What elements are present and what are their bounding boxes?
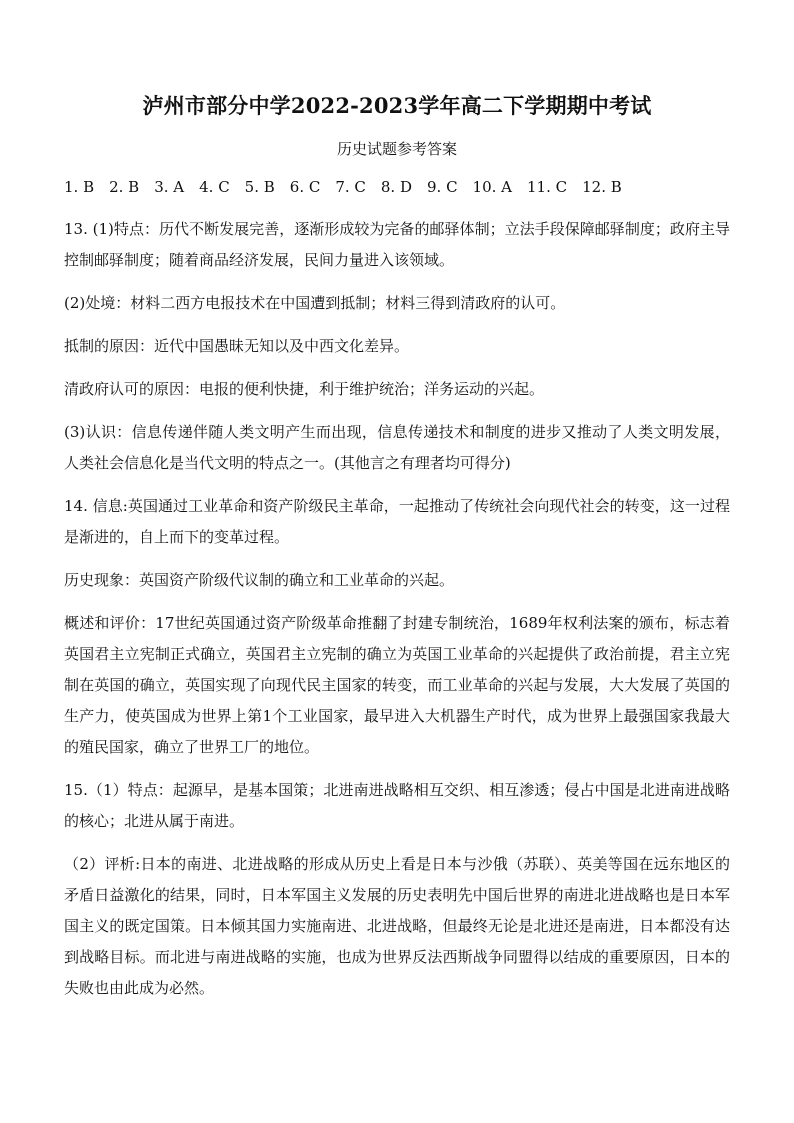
answer-13-resist-reason: 抵制的原因：近代中国愚昧无知以及中西文化差异。 bbox=[64, 337, 410, 355]
answer-14-overview-evaluation: 概述和评价：17世纪英国通过资产阶级革命推翻了封建专制统治，1689年权利法案的颁布，标志着英国君主立宪制正式确立，英国君主立宪制的确立为英国工业革命的兴起提供了政治前提，君主立宪制在英国的确立，英国实现了向现代民主国家的转变，而工业革命的兴起与发展，大大发展了英国的生产力，使英国成为世界上第1个工业国家，最早进入大机器生产时代，成为世界上最强国家我最大的殖民国家，确立了世界工厂的地位。 bbox=[64, 614, 730, 756]
answer-13-part2: (2)处境：材料二西方电报技术在中国遭到抵制；材料三得到清政府的认可。 bbox=[64, 294, 566, 312]
answer-14-historical-phenomenon: 历史现象：英国资产阶级代议制的确立和工业革命的兴起。 bbox=[64, 571, 455, 589]
answer-13-part1: 13. (1)特点：历代不断发展完善，逐渐形成较为完备的邮驿体制；立法手段保障邮驿制度；政府主导控制邮驿制度；随着商品经济发展，民间力量进入该领域。 bbox=[64, 220, 730, 269]
answer-13-approval-reason: 清政府认可的原因：电报的便利快捷，利于维护统治；洋务运动的兴起。 bbox=[64, 380, 545, 398]
answer-15-part2: （2）评析:日本的南进、北进战略的形成从历史上看是日本与沙俄（苏联）、英美等国在远东地区的矛盾日益激化的结果，同时，日本军国主义发展的历史表明先中国后世界的南进北进战略也是日本军国主义的既定国策。日本倾其国力实施南进、北进战略，但最终无论是北进还是南进，日本都没有达到战略目标。而北进与南进战略的实施，也成为世界反法西斯战争同盟得以结成的重要原因，日本的失败也由此成为必然。 bbox=[64, 855, 730, 997]
answer-14-information: 14. 信息:英国通过工业革命和资产阶级民主革命，一起推动了传统社会向现代社会的转变，这一过程是渐进的，自上而下的变革过程。 bbox=[64, 497, 730, 546]
document-subtitle: 历史试题参考答案 bbox=[336, 140, 457, 158]
document-title: 泸州市部分中学2022-2023学年高二下学期期中考试 bbox=[142, 93, 652, 118]
answer-15-part1: 15.（1）特点：起源早，是基本国策；北进南进战略相互交织、相互渗透；侵占中国是北进南进战略的核心；北进从属于南进。 bbox=[64, 781, 730, 830]
multiple-choice-answers: 1. B 2. B 3. A 4. C 5. B 6. C 7. C 8. D 9. C 10. A 11. C 12. B bbox=[64, 178, 622, 196]
answer-13-part3: (3)认识：信息传递伴随人类文明产生而出现，信息传递技术和制度的进步又推动了人类文明发展，人类社会信息化是当代文明的特点之一。(其他言之有理者均可得分) bbox=[64, 423, 730, 472]
